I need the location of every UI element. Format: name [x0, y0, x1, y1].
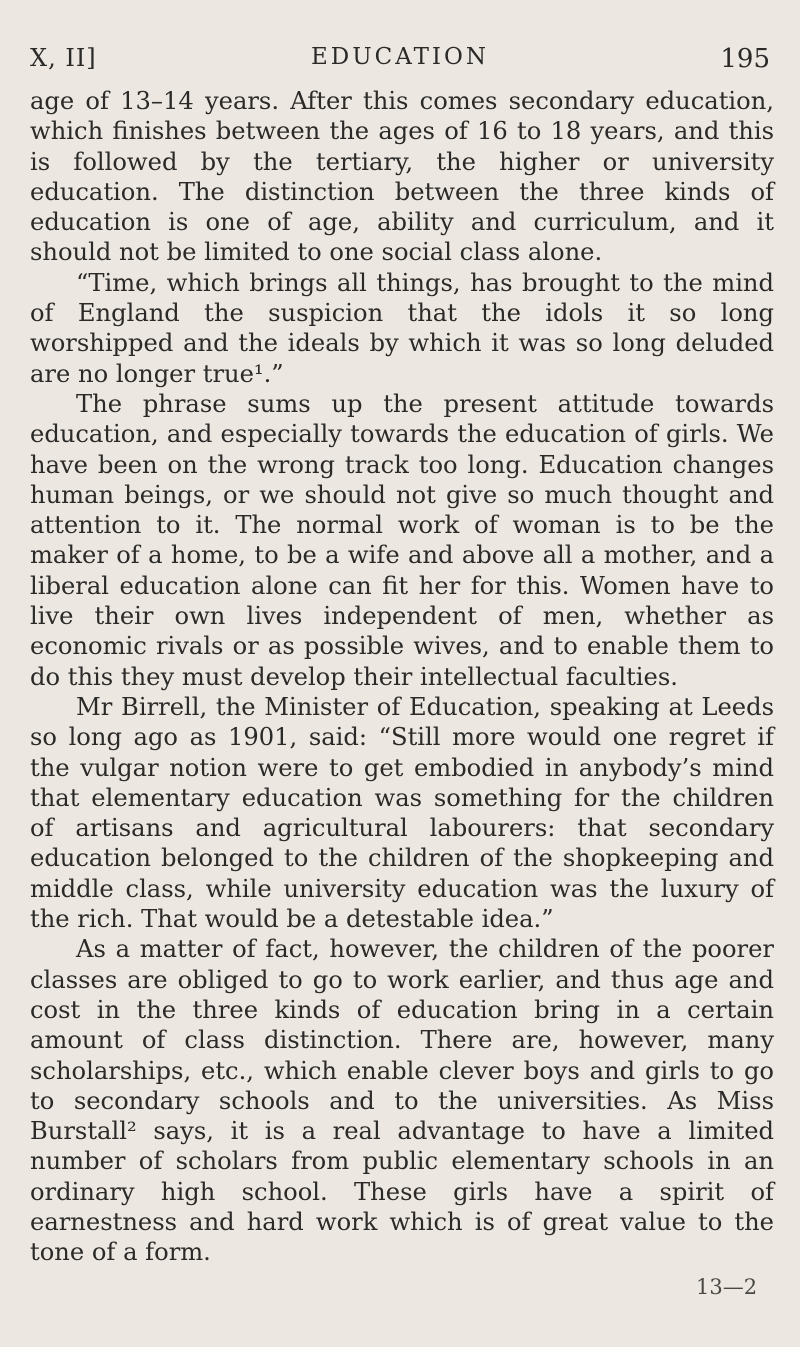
paragraph: “Time, which brings all things, has brought to the mind of England the suspicion that the idols it so long worshipped and the ideals by which it was so long deluded are no longer true¹.”	[30, 268, 774, 388]
signature-mark: 13—2	[696, 1275, 758, 1299]
paragraph: The phrase sums up the present attitude towards education, and especially towards the education of girls. We have been on the wrong track too long. Education changes human beings, or we should not give so much thought and attention to it. The normal work of woman is to be the maker of a home, to be a wife and above all a mother, and a liberal education alone can fit her for this. Women have to live their own lives independent of men, whether as economic rivals or as possible wives, and to enable them to do this they must develop their intellectual faculties.	[30, 389, 774, 691]
running-title: EDUCATION	[311, 44, 489, 70]
body-text	[30, 86, 774, 1268]
paragraph: age of 13–14 years. After this comes secondary education, which finishes between the ages of 16 to 18 years, and this is followed by the tertiary, the higher or university education. The distinction between the three kinds of education is one of age, ability and curriculum, and it should not be limited to one social class alone.	[30, 87, 774, 267]
paragraph: As a matter of fact, however, the children of the poorer classes are obliged to go to work earlier, and thus age and cost in the three kinds of education bring in a certain amount of class distinction. There are, however, many scholarships, etc., which enable clever boys and girls to go to secondary schools and to the universities. As Miss Burstall² says, it is a real advantage to have a limited number of scholars from public elementary schools in an ordinary high school. These girls have a spirit of earnestness and hard work which is of great value to the tone of a form.	[30, 935, 774, 1267]
running-header	[30, 44, 770, 80]
paragraph: Mr Birrell, the Minister of Education, speaking at Leeds so long ago as 1901, said: “Still more would one regret if the vulgar notion were to get embodied in anybody’s mind that elementary education was something for the children of artisans and agricultural labourers: that secondary education belonged to the children of the shopkeeping and middle class, while university education was the luxury of the rich. That would be a detestable idea.”	[30, 692, 774, 934]
page-number: 195	[720, 44, 770, 74]
chapter-reference: X, II]	[30, 44, 97, 72]
